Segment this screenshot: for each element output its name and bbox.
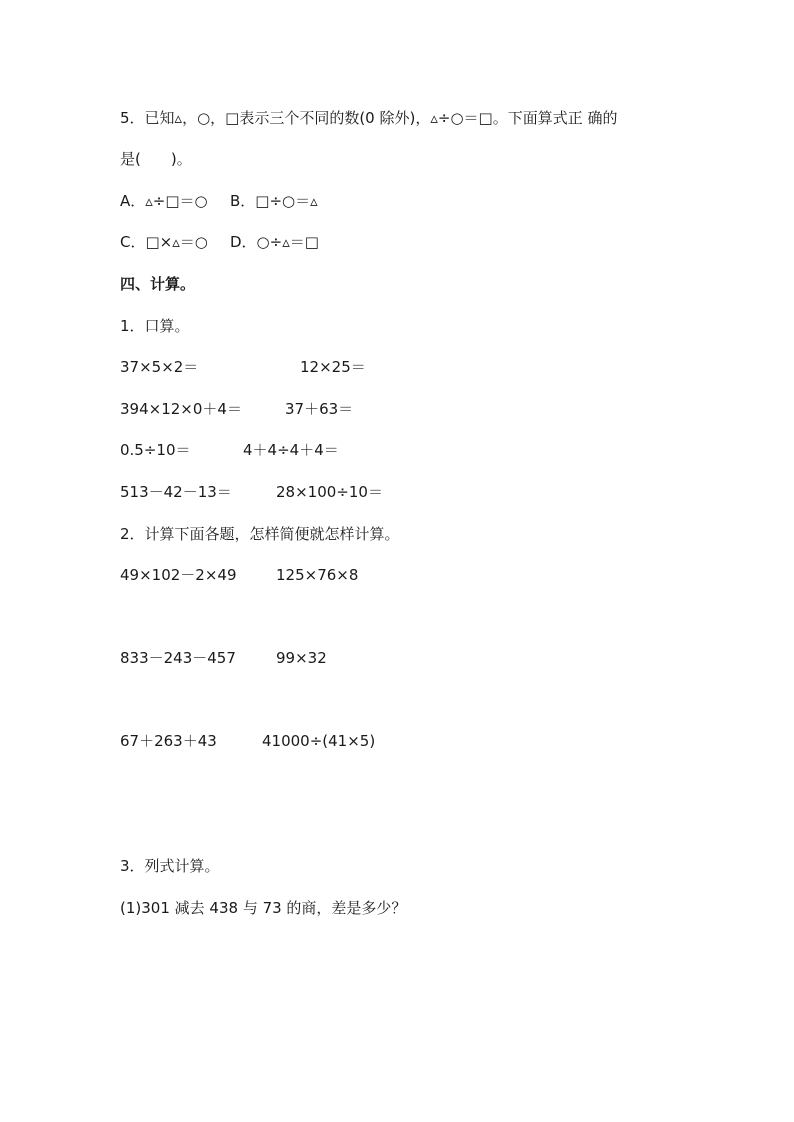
q5-option-c: C．□×▵＝○	[120, 233, 208, 251]
part2-title: 2．计算下面各题，怎样简便就怎样计算。	[120, 525, 400, 543]
section-4-title: 四、计算。	[120, 275, 196, 293]
oral-calc-item: 394×12×0＋4＝	[120, 400, 242, 418]
calc-item: 833－243－457	[120, 649, 236, 667]
calc-item: 99×32	[276, 649, 327, 667]
oral-calc-item: 513－42－13＝	[120, 483, 232, 501]
oral-calc-item: 0.5÷10＝	[120, 441, 191, 459]
q5-option-a: A．▵÷□＝○	[120, 192, 208, 210]
oral-calc-item: 12×25＝	[300, 358, 366, 376]
oral-calc-item: 37×5×2＝	[120, 358, 199, 376]
calc-item: 41000÷(41×5)	[262, 732, 376, 750]
part3-title: 3．列式计算。	[120, 857, 220, 875]
q5-option-d: D．○÷▵＝□	[230, 233, 319, 251]
calc-item: 67＋263＋43	[120, 732, 217, 750]
q5-stem-line1: 5．已知▵，○，□表示三个不同的数(0 除外)，▵÷○＝□。下面算式正 确的	[120, 109, 618, 127]
q5-option-b: B．□÷○＝▵	[230, 192, 318, 210]
oral-calc-item: 4＋4÷4＋4＝	[243, 441, 339, 459]
calc-item: 125×76×8	[276, 566, 359, 584]
oral-calc-item: 28×100÷10＝	[276, 483, 383, 501]
q5-stem-line2: 是( )。	[120, 150, 192, 168]
word-problem-1: (1)301 减去 438 与 73 的商，差是多少？	[120, 899, 407, 917]
calc-item: 49×102－2×49	[120, 566, 237, 584]
part1-title: 1．口算。	[120, 317, 190, 335]
oral-calc-item: 37＋63＝	[285, 400, 354, 418]
